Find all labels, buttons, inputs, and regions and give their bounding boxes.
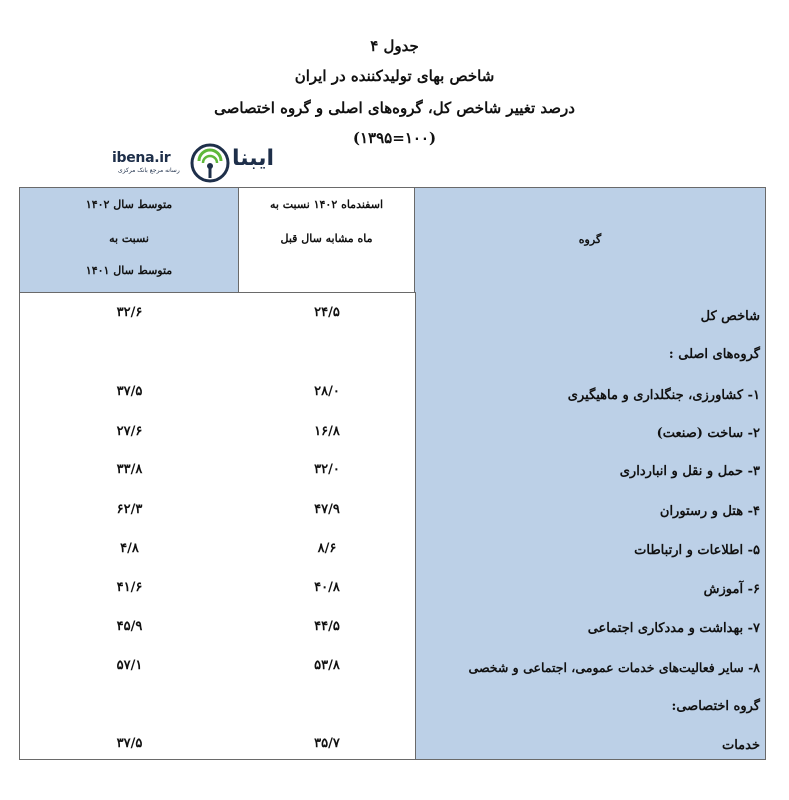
header-group-label: گروه <box>578 233 602 246</box>
table-row <box>20 417 765 447</box>
group-label: خدمات <box>721 738 760 753</box>
table-row <box>20 298 765 328</box>
header-esfand-line1: اسفندماه ۱۴۰۲ نسبت به <box>269 198 384 211</box>
group-label: ۴- هتل و رستوران <box>659 504 760 519</box>
header-esfand-line2: ماه مشابه سال قبل <box>280 232 373 245</box>
table-row <box>20 612 765 642</box>
esfand-value: ۴۴/۵ <box>314 619 340 634</box>
table-row <box>20 534 765 564</box>
header-avg-line3: متوسط سال ۱۴۰۱ <box>85 264 173 277</box>
logo-persian-text: ایبنا <box>232 146 275 171</box>
table-row <box>20 573 765 603</box>
group-label: ۶- آموزش <box>703 582 760 597</box>
table-row <box>20 340 765 370</box>
logo-tagline: رسانه مرجع بانک مرکزی <box>118 167 180 174</box>
table-row <box>20 495 765 525</box>
avg-value: ۳۲/۶ <box>116 305 143 320</box>
esfand-value: ۴۷/۹ <box>314 502 340 517</box>
group-label: ۵- اطلاعات و ارتباطات <box>634 543 760 558</box>
group-label: ۱- کشاورزی، جنگلداری و ماهیگیری <box>567 388 760 403</box>
avg-value: ۵۷/۱ <box>116 658 143 673</box>
esfand-value: ۱۶/۸ <box>314 424 340 439</box>
esfand-value: ۳۲/۰ <box>314 462 340 477</box>
avg-value: ۴۱/۶ <box>116 580 143 595</box>
header-avg-cell <box>20 188 239 292</box>
avg-value: ۳۷/۵ <box>116 736 143 751</box>
group-label: ۷- بهداشت و مددکاری اجتماعی <box>587 621 760 636</box>
header-avg-line2: نسبت به <box>109 232 149 245</box>
avg-value: ۳۷/۵ <box>116 384 143 399</box>
group-label: ۳- حمل و نقل و انبارداری <box>619 464 760 479</box>
esfand-value: ۵۳/۸ <box>314 658 340 673</box>
avg-value: ۳۳/۸ <box>116 462 143 477</box>
broadcast-icon <box>190 142 230 184</box>
base-year: (۱۰۰=۱۳۹۵) <box>352 129 437 147</box>
table-subtitle: درصد تغییر شاخص کل، گروه‌های اصلی و گروه اختصاصی <box>214 99 575 117</box>
table-row <box>20 692 765 722</box>
table-row <box>20 651 765 681</box>
group-label: گروه اختصاصی: <box>671 699 760 714</box>
avg-value: ۶۲/۳ <box>116 502 143 517</box>
table-header <box>20 188 765 293</box>
header-esfand-cell <box>239 188 415 292</box>
esfand-value: ۴۰/۸ <box>314 580 340 595</box>
table-row <box>20 377 765 407</box>
group-label: گروه‌های اصلی : <box>668 347 760 362</box>
logo-latin-text: ibena.ir <box>112 150 171 166</box>
data-table <box>19 187 766 760</box>
table-number: جدول ۴ <box>370 37 419 55</box>
table-title: شاخص بهای تولیدکننده در ایران <box>294 67 495 85</box>
esfand-value: ۲۸/۰ <box>314 384 340 399</box>
table-row <box>20 731 765 761</box>
esfand-value: ۲۴/۵ <box>314 305 340 320</box>
header-group-cell <box>415 188 765 292</box>
avg-value: ۲۷/۶ <box>116 424 143 439</box>
esfand-value: ۳۵/۷ <box>314 736 340 751</box>
group-label: ۸- سایر فعالیت‌های خدمات عمومی، اجتماعی و شخصی <box>468 660 760 675</box>
table-row <box>20 455 765 485</box>
avg-value: ۴/۸ <box>120 541 139 556</box>
group-label: ۲- ساخت (صنعت) <box>656 426 760 441</box>
header-avg-line1: متوسط سال ۱۴۰۲ <box>85 198 173 211</box>
esfand-value: ۸/۶ <box>317 541 337 556</box>
ibena-logo <box>112 142 302 186</box>
group-label: شاخص کل <box>700 309 760 324</box>
avg-value: ۴۵/۹ <box>116 619 143 634</box>
